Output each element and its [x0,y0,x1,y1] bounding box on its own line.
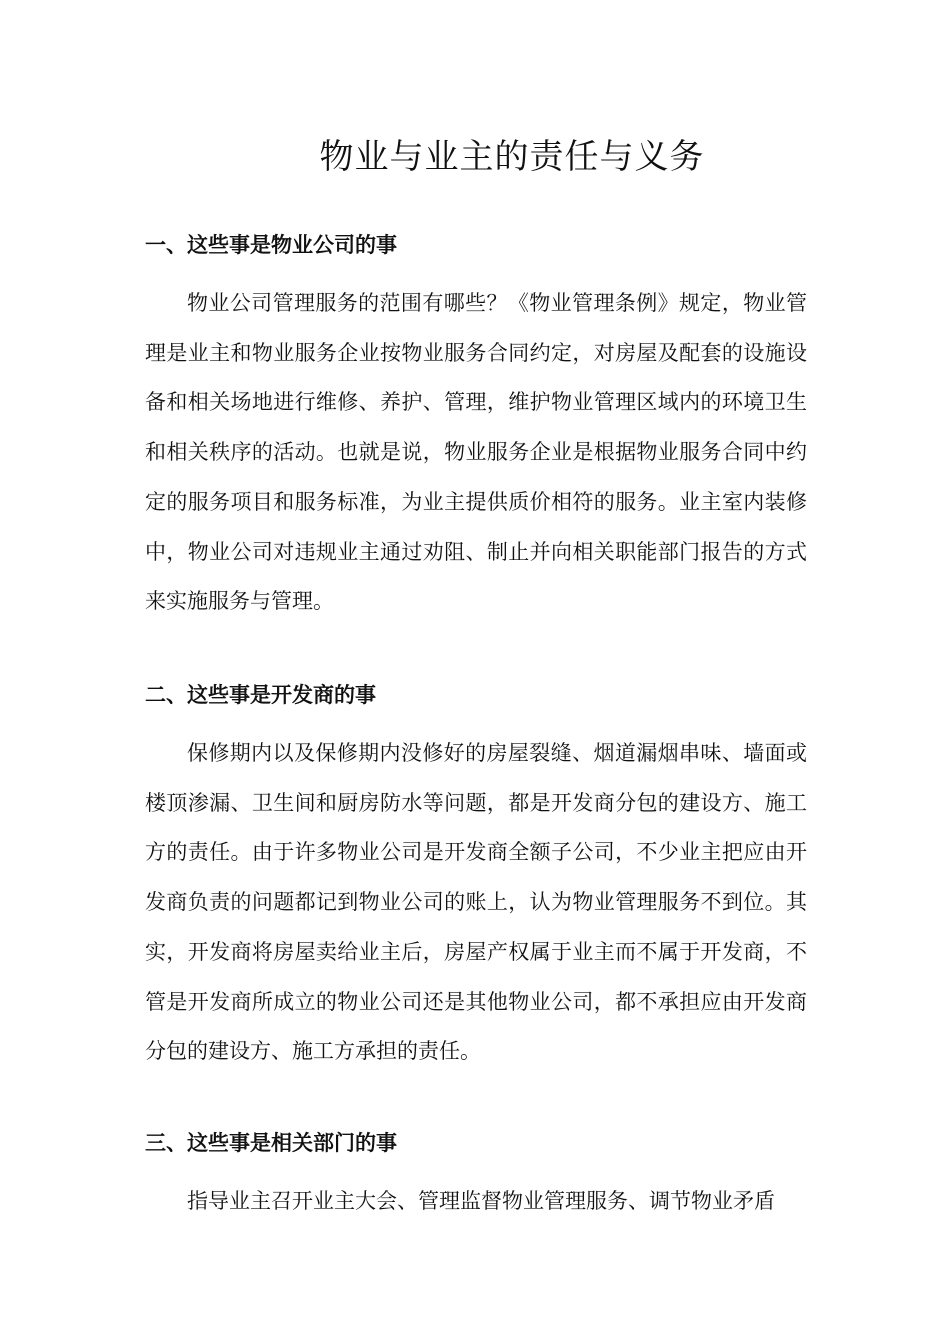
section-developer [145,681,807,1077]
section-paragraph: 物业公司管理服务的范围有哪些？《物业管理条例》规定，物业管理是业主和物业服务企业按物业服务合同约定，对房屋及配套的设施设备和相关场地进行维修、养护、管理，维护物业管理区域内的环境卫生和相关秩序的活动。也就是说，物业服务企业是根据物业服务合同中约定的服务项目和服务标准，为业主提供质价相符的服务。业主室内装修中，物业公司对违规业主通过劝阻、制止并向相关职能部门报告的方式来实施服务与管理。 [145,291,807,614]
section-heading: 一、这些事是物业公司的事 [145,233,397,257]
section-property-company [145,231,807,627]
section-heading: 三、这些事是相关部门的事 [145,1131,397,1155]
document-title: 物业与业主的责任与义务 [319,137,705,177]
section-heading: 二、这些事是开发商的事 [145,683,376,707]
section-paragraph: 保修期内以及保修期内没修好的房屋裂缝、烟道漏烟串味、墙面或楼顶渗漏、卫生间和厨房防水等问题，都是开发商分包的建设方、施工方的责任。由于许多物业公司是开发商全额子公司，不少业主把应由开发商负责的问题都记到物业公司的账上，认为物业管理服务不到位。其实，开发商将房屋卖给业主后，房屋产权属于业主而不属于开发商，不管是开发商所成立的物业公司还是其他物业公司，都不承担应由开发商分包的建设方、施工方承担的责任。 [145,741,807,1064]
section-related-departments [145,1129,807,1227]
section-paragraph: 指导业主召开业主大会、管理监督物业管理服务、调节物业矛盾 [187,1189,775,1213]
